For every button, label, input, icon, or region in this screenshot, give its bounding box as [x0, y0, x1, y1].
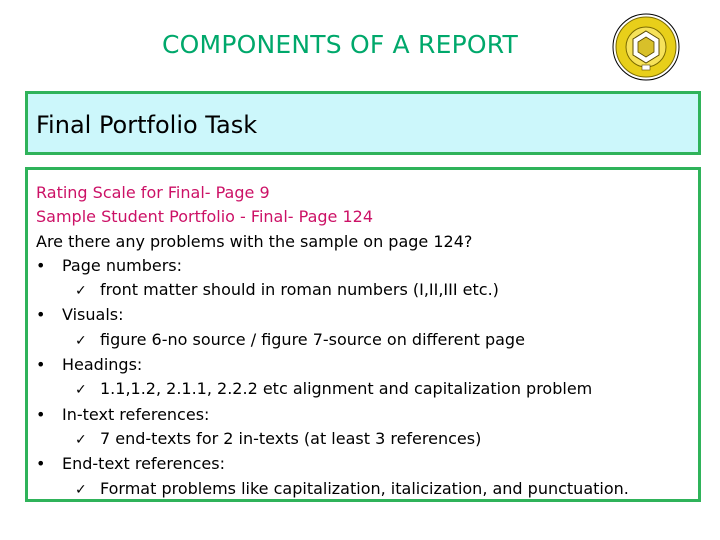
- task-box: [25, 91, 701, 155]
- list-item: [36, 452, 692, 476]
- bullet-icon: •: [36, 255, 46, 275]
- task-title: Final Portfolio Task: [36, 111, 258, 139]
- bullet-icon: •: [36, 404, 46, 424]
- sample-portfolio-line: Sample Student Portfolio - Final- Page 124: [36, 207, 374, 227]
- bullet-icon: •: [36, 305, 46, 325]
- item-detail: Format problems like capitalization, italicization, and punctuation.: [100, 478, 629, 498]
- list-item: [36, 353, 692, 377]
- list-item: [36, 403, 692, 427]
- item-heading: Page numbers:: [62, 255, 182, 275]
- list-subitem: [36, 278, 692, 303]
- list-subitem: [36, 477, 692, 502]
- checkmark-icon: ✓: [75, 332, 87, 349]
- content-box: [25, 167, 701, 502]
- item-heading: Visuals:: [62, 305, 124, 325]
- list-subitem: [36, 328, 692, 353]
- item-detail: front matter should in roman numbers (I,II,III etc.): [100, 280, 499, 300]
- list-item: [36, 303, 692, 327]
- page-title: COMPONENTS OF A REPORT: [162, 30, 518, 59]
- content-body: [36, 181, 692, 502]
- checkmark-icon: ✓: [75, 431, 87, 448]
- checkmark-icon: ✓: [75, 481, 87, 498]
- list-subitem: [36, 377, 692, 402]
- bullet-icon: •: [36, 454, 46, 474]
- checkmark-icon: ✓: [75, 382, 87, 399]
- item-detail: figure 6-no source / figure 7-source on different page: [100, 329, 525, 349]
- list-subitem: [36, 427, 692, 452]
- item-heading: Headings:: [62, 355, 143, 375]
- list-item: [36, 254, 692, 278]
- university-seal-logo: [612, 13, 680, 81]
- rating-scale-line: Rating Scale for Final- Page 9: [36, 183, 270, 202]
- item-detail: 7 end-texts for 2 in-texts (at least 3 references): [100, 428, 482, 448]
- item-detail: 1.1,1.2, 2.1.1, 2.2.2 etc alignment and capitalization problem: [100, 379, 593, 399]
- question-line: Are there any problems with the sample on page 124?: [36, 231, 473, 251]
- checkmark-icon: ✓: [75, 283, 87, 300]
- bullet-icon: •: [36, 355, 46, 375]
- item-heading: End-text references:: [62, 454, 225, 474]
- item-heading: In-text references:: [62, 404, 210, 424]
